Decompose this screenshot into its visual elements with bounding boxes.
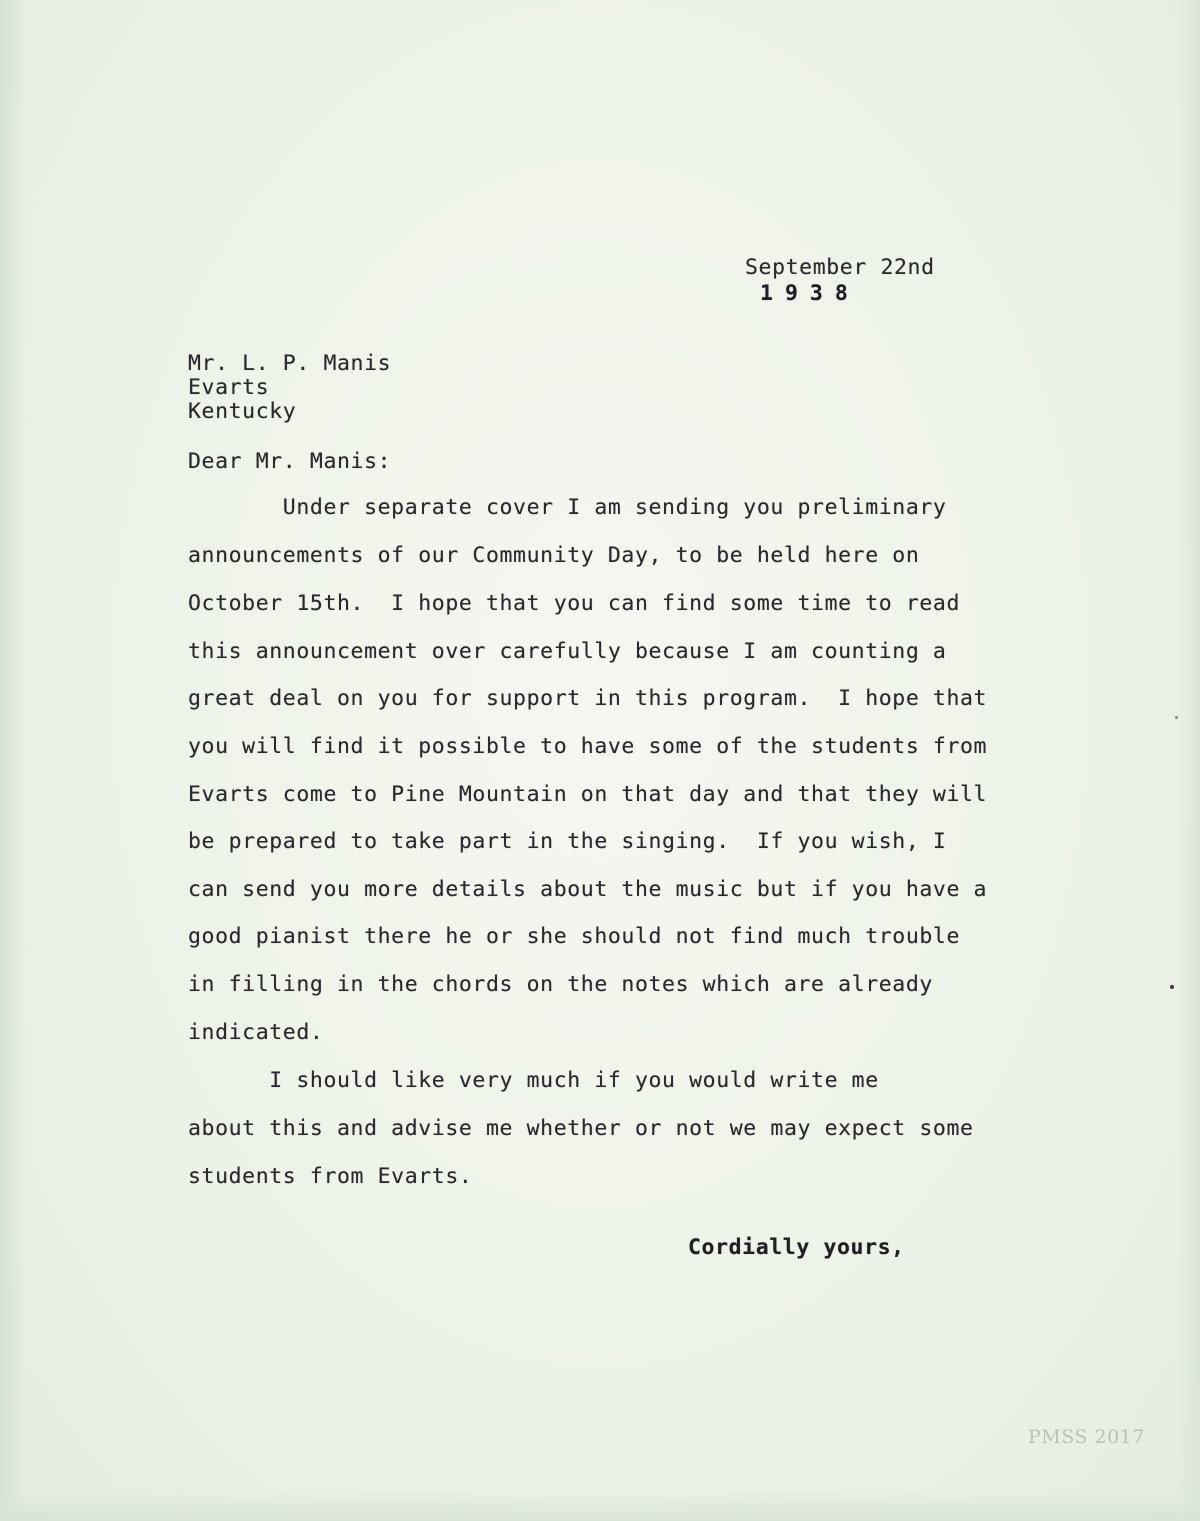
body-line: be prepared to take part in the singing. If you wish, I: [188, 829, 947, 854]
body-line: I should like very much if you would write me: [188, 1068, 879, 1093]
salutation: Dear Mr. Manis:: [188, 449, 392, 474]
body-line: great deal on you for support in this program. I hope that: [188, 686, 988, 711]
body-line: announcements of our Community Day, to be held here on: [188, 543, 920, 568]
body-line: Under separate cover I am sending you preliminary: [188, 495, 947, 520]
closing: Cordially yours,: [688, 1235, 905, 1260]
paper-edge-left: [0, 0, 26, 1521]
letter-date: September 22nd: [745, 255, 935, 280]
body-line: can send you more details about the music but if you have a: [188, 877, 988, 902]
recipient-name: Mr. L. P. Manis: [188, 351, 392, 376]
ink-speck: [1170, 985, 1174, 989]
recipient-city: Evarts: [188, 375, 270, 400]
body-line: about this and advise me whether or not we may expect some: [188, 1116, 974, 1141]
body-line: students from Evarts.: [188, 1164, 473, 1189]
archive-watermark: PMSS 2017: [1028, 1426, 1145, 1448]
ink-speck: [1175, 716, 1178, 719]
body-line: October 15th. I hope that you can find some time to read: [188, 591, 961, 616]
body-line: Evarts come to Pine Mountain on that day and that they will: [188, 782, 988, 807]
body-line: you will find it possible to have some of the students from: [188, 734, 988, 759]
paper-edge-bottom: [0, 1491, 1200, 1521]
body-line: good pianist there he or she should not find much trouble: [188, 924, 961, 949]
body-line: indicated.: [188, 1020, 324, 1045]
recipient-state: Kentucky: [188, 399, 297, 424]
body-line: in filling in the chords on the notes which are already: [188, 972, 933, 997]
letter-year: 1938: [760, 281, 860, 306]
paper-edge-right: [1178, 0, 1200, 1521]
body-line: this announcement over carefully because I am counting a: [188, 639, 947, 664]
